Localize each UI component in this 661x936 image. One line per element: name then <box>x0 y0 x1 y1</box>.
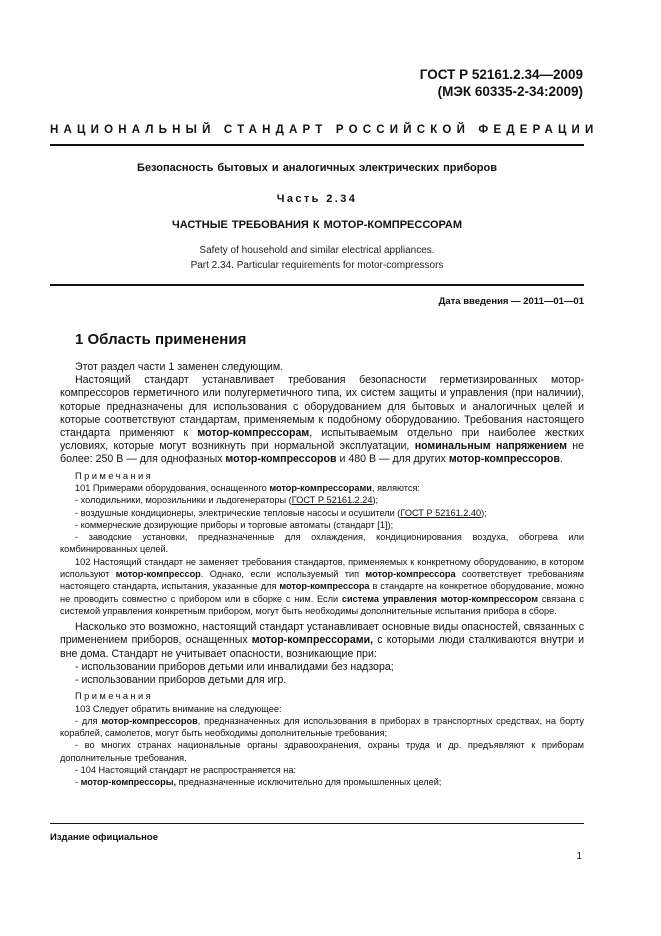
official-edition-label: Издание официальное <box>50 832 158 843</box>
note-103-item-1: - для мотор-компрессоров, предназначенных для использования в приборах в транспортных средствах, на борту кораблей, самолетов, могут быть необходимы дополнительные требования; <box>60 715 584 739</box>
note-101: 101 Примерами оборудования, оснащенного мотор-компрессорами, являются: <box>75 482 420 493</box>
notes-heading-1: Примечания <box>75 469 154 481</box>
notes-block-1 <box>60 470 584 618</box>
top-rule <box>50 144 584 146</box>
note-101-item-1: - холодильники, морозильники и льдогенераторы (ГОСТ Р 52161.2.24); <box>75 495 379 506</box>
note-102: 102 Настоящий стандарт не заменяет требования стандартов, применяемых к конкретному оборудованию, в котором используют мотор-компрессор. Однако, если используемый тип мотор-компрессора соответствует требованиям настоящего стандарта, испытания, указанные для мотор-компрессора в стандарте на конкретное оборудование, можно не проводить совместно с прибором или в сборке с ним. Если система управления мотор-компрессором связана с системой управления конкретным прибором, могут быть необходимы дополнительные испытания прибора в сборе. <box>60 556 584 616</box>
document-header <box>420 66 583 100</box>
date-of-introduction: Дата введения — 2011—01—01 <box>438 296 584 307</box>
gost-number: ГОСТ Р 52161.2.34—2009 <box>419 67 583 82</box>
paragraph-3: Насколько это возможно, настоящий стандарт устанавливает основные виды опасностей, связанных с применением приборов, оснащенных мотор-компрессорами, с которыми люди сталкиваются внутри и вне дома. Стандарт не учитывает опасности, возникающие при: <box>60 621 584 660</box>
notes-block-2 <box>60 690 584 788</box>
bottom-rule <box>50 823 584 824</box>
paragraph-2: Настоящий стандарт устанавливает требования безопасности герметизированных мотор-компрессоров герметичного или полугерметичного типа, их систем защиты и управления (при наличии), которые предназначены для использования с оборудованием для бытовых и аналогичных целей и которые соответствуют стандартам, применяемым к подобному оборудованию. Требования настоящего стандарта применяют к мотор-компрессорам, испытываемым отдельно при наиболее жестких условиях, которые могут возникнуть при нормальной эксплуатации, номинальным напряжением не более: 250 В — для однофазных мотор-компрессоров и 480 В — для других мотор-компрессоров. <box>60 374 585 466</box>
english-title-line-2: Part 2.34. Particular requirements for motor-compressors <box>190 260 444 271</box>
section-heading: 1 Область применения <box>75 331 247 348</box>
note-104-item-1: - мотор-компрессоры, предназначенные исключительно для промышленных целей; <box>75 777 442 788</box>
page-number: 1 <box>576 851 582 862</box>
notes-heading-2: Примечания <box>75 690 154 702</box>
reference-link[interactable]: ГОСТ Р 52161.2.40 <box>400 507 482 518</box>
note-103-item-2: - во многих странах национальные органы здравоохранения, охраны труда и др. предъявляют к приборам дополнительные требования. <box>60 740 584 763</box>
paragraph-1: Этот раздел части 1 заменен следующим. <box>75 361 284 373</box>
note-103: 103 Следует обратить внимание на следующее: <box>75 703 282 714</box>
national-standard-line: НАЦИОНАЛЬНЫЙ СТАНДАРТ РОССИЙСКОЙ ФЕДЕРАЦИИ <box>50 124 599 136</box>
english-title <box>50 243 584 273</box>
title-line-3: ЧАСТНЫЕ ТРЕБОВАНИЯ К МОТОР-КОМПРЕССОРАМ <box>171 219 463 231</box>
note-101-item-2: - воздушные кондиционеры, электрические тепловые насосы и осушители (ГОСТ Р 52161.2.40); <box>75 507 487 518</box>
title-line-1: Безопасность бытовых и аналогичных электрических приборов <box>137 162 497 174</box>
iec-number: (МЭК 60335-2-34:2009) <box>437 84 583 99</box>
note-101-item-3: - коммерческие дозирующие приборы и торговые автоматы (стандарт [1]); <box>75 519 394 530</box>
english-title-line-1: Safety of household and similar electrical appliances. <box>199 245 435 256</box>
note-101-item-4: - заводские установки, предназначенные для охлаждения, кондиционирования воздуха, обогрева или комбинированных целей. <box>60 532 584 555</box>
reference-link[interactable]: ГОСТ Р 52161.2.24 <box>291 495 373 506</box>
section-body <box>60 361 584 789</box>
note-104: - 104 Настоящий стандарт не распространяется на: <box>75 764 296 775</box>
paragraph-3-item-2: - использовании приборов детьми для игр. <box>75 674 287 686</box>
paragraph-3-item-1: - использовании приборов детьми или инвалидами без надзора; <box>75 660 394 673</box>
middle-rule <box>50 284 584 286</box>
title-part: Часть 2.34 <box>276 193 358 205</box>
